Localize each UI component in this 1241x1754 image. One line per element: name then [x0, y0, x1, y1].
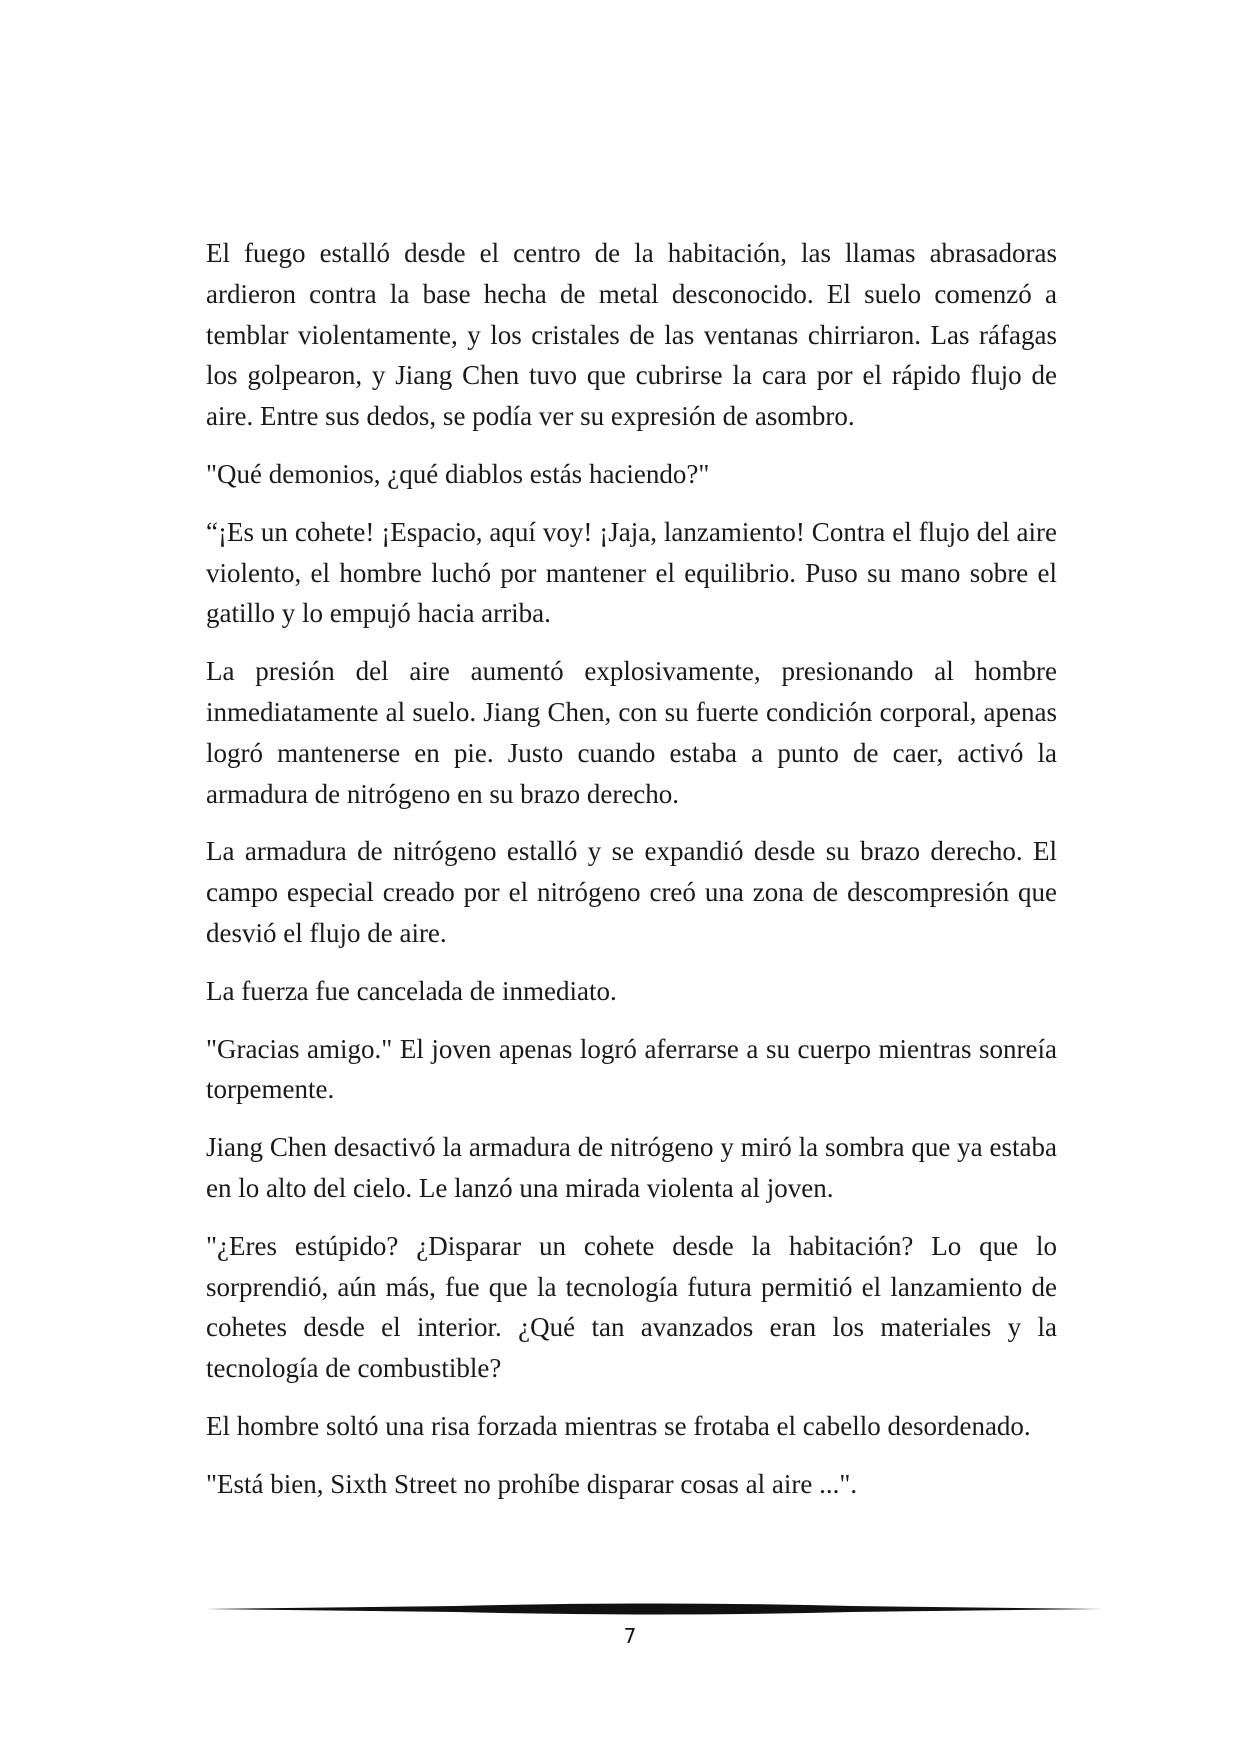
paragraph-5: La armadura de nitrógeno estalló y se expandió desde su brazo derecho. El campo especial creado por el nitrógeno creó una zona de descompresión que desvió el flujo de aire. [206, 836, 1057, 948]
body-text [206, 233, 1057, 1505]
paragraph-11: "Está bien, Sixth Street no prohíbe disparar cosas al aire ...". [206, 1468, 858, 1499]
paragraph-7: "Gracias amigo." El joven apenas logró aferrarse a su cuerpo mientras sonreía torpemente. [206, 1033, 1057, 1105]
paragraph-3: “¡Es un cohete! ¡Espacio, aquí voy! ¡Jaja, lanzamiento! Contra el flujo del aire violento, el hombre luchó por mantener el equilibrio. Puso su mano sobre el gatillo y lo empujó hacia arriba. [206, 516, 1057, 629]
footer-divider [206, 1599, 1102, 1619]
paragraph-4: La presión del aire aumentó explosivamente, presionando al hombre inmediatamente al suelo. Jiang Chen, con su fuerte condición corporal, apenas logró mantenerse en pie. Justo cuando estaba a punto de caer, activó la armadura de nitrógeno en su brazo derecho. [206, 656, 1057, 809]
paragraph-10: El hombre soltó una risa forzada mientras se frotaba el cabello desordenado. [206, 1410, 1031, 1441]
paragraph-8: Jiang Chen desactivó la armadura de nitrógeno y miró la sombra que ya estaba en lo alto del cielo. Le lanzó una mirada violenta al joven. [206, 1132, 1057, 1203]
page-number: 7 [623, 1624, 637, 1648]
paragraph-2: "Qué demonios, ¿qué diablos estás haciendo?" [206, 458, 710, 489]
paragraph-6: La fuerza fue cancelada de inmediato. [206, 975, 617, 1006]
paragraph-9: "¿Eres estúpido? ¿Disparar un cohete desde la habitación? Lo que lo sorprendió, aún más, fue que la tecnología futura permitió el lanzamiento de cohetes desde el interior. ¿Qué tan avanzados eran los materiales y la tecnología de combustible? [206, 1230, 1057, 1384]
paragraph-1: El fuego estalló desde el centro de la habitación, las llamas abrasadoras ardieron contra la base hecha de metal desconocido. El suelo comenzó a temblar violentamente, y los cristales de las ventanas chirriaron. Las ráfagas los golpearon, y Jiang Chen tuvo que cubrirse la cara por el rápido flujo de aire. Entre sus dedos, se podía ver su expresión de asombro. [206, 238, 1057, 432]
